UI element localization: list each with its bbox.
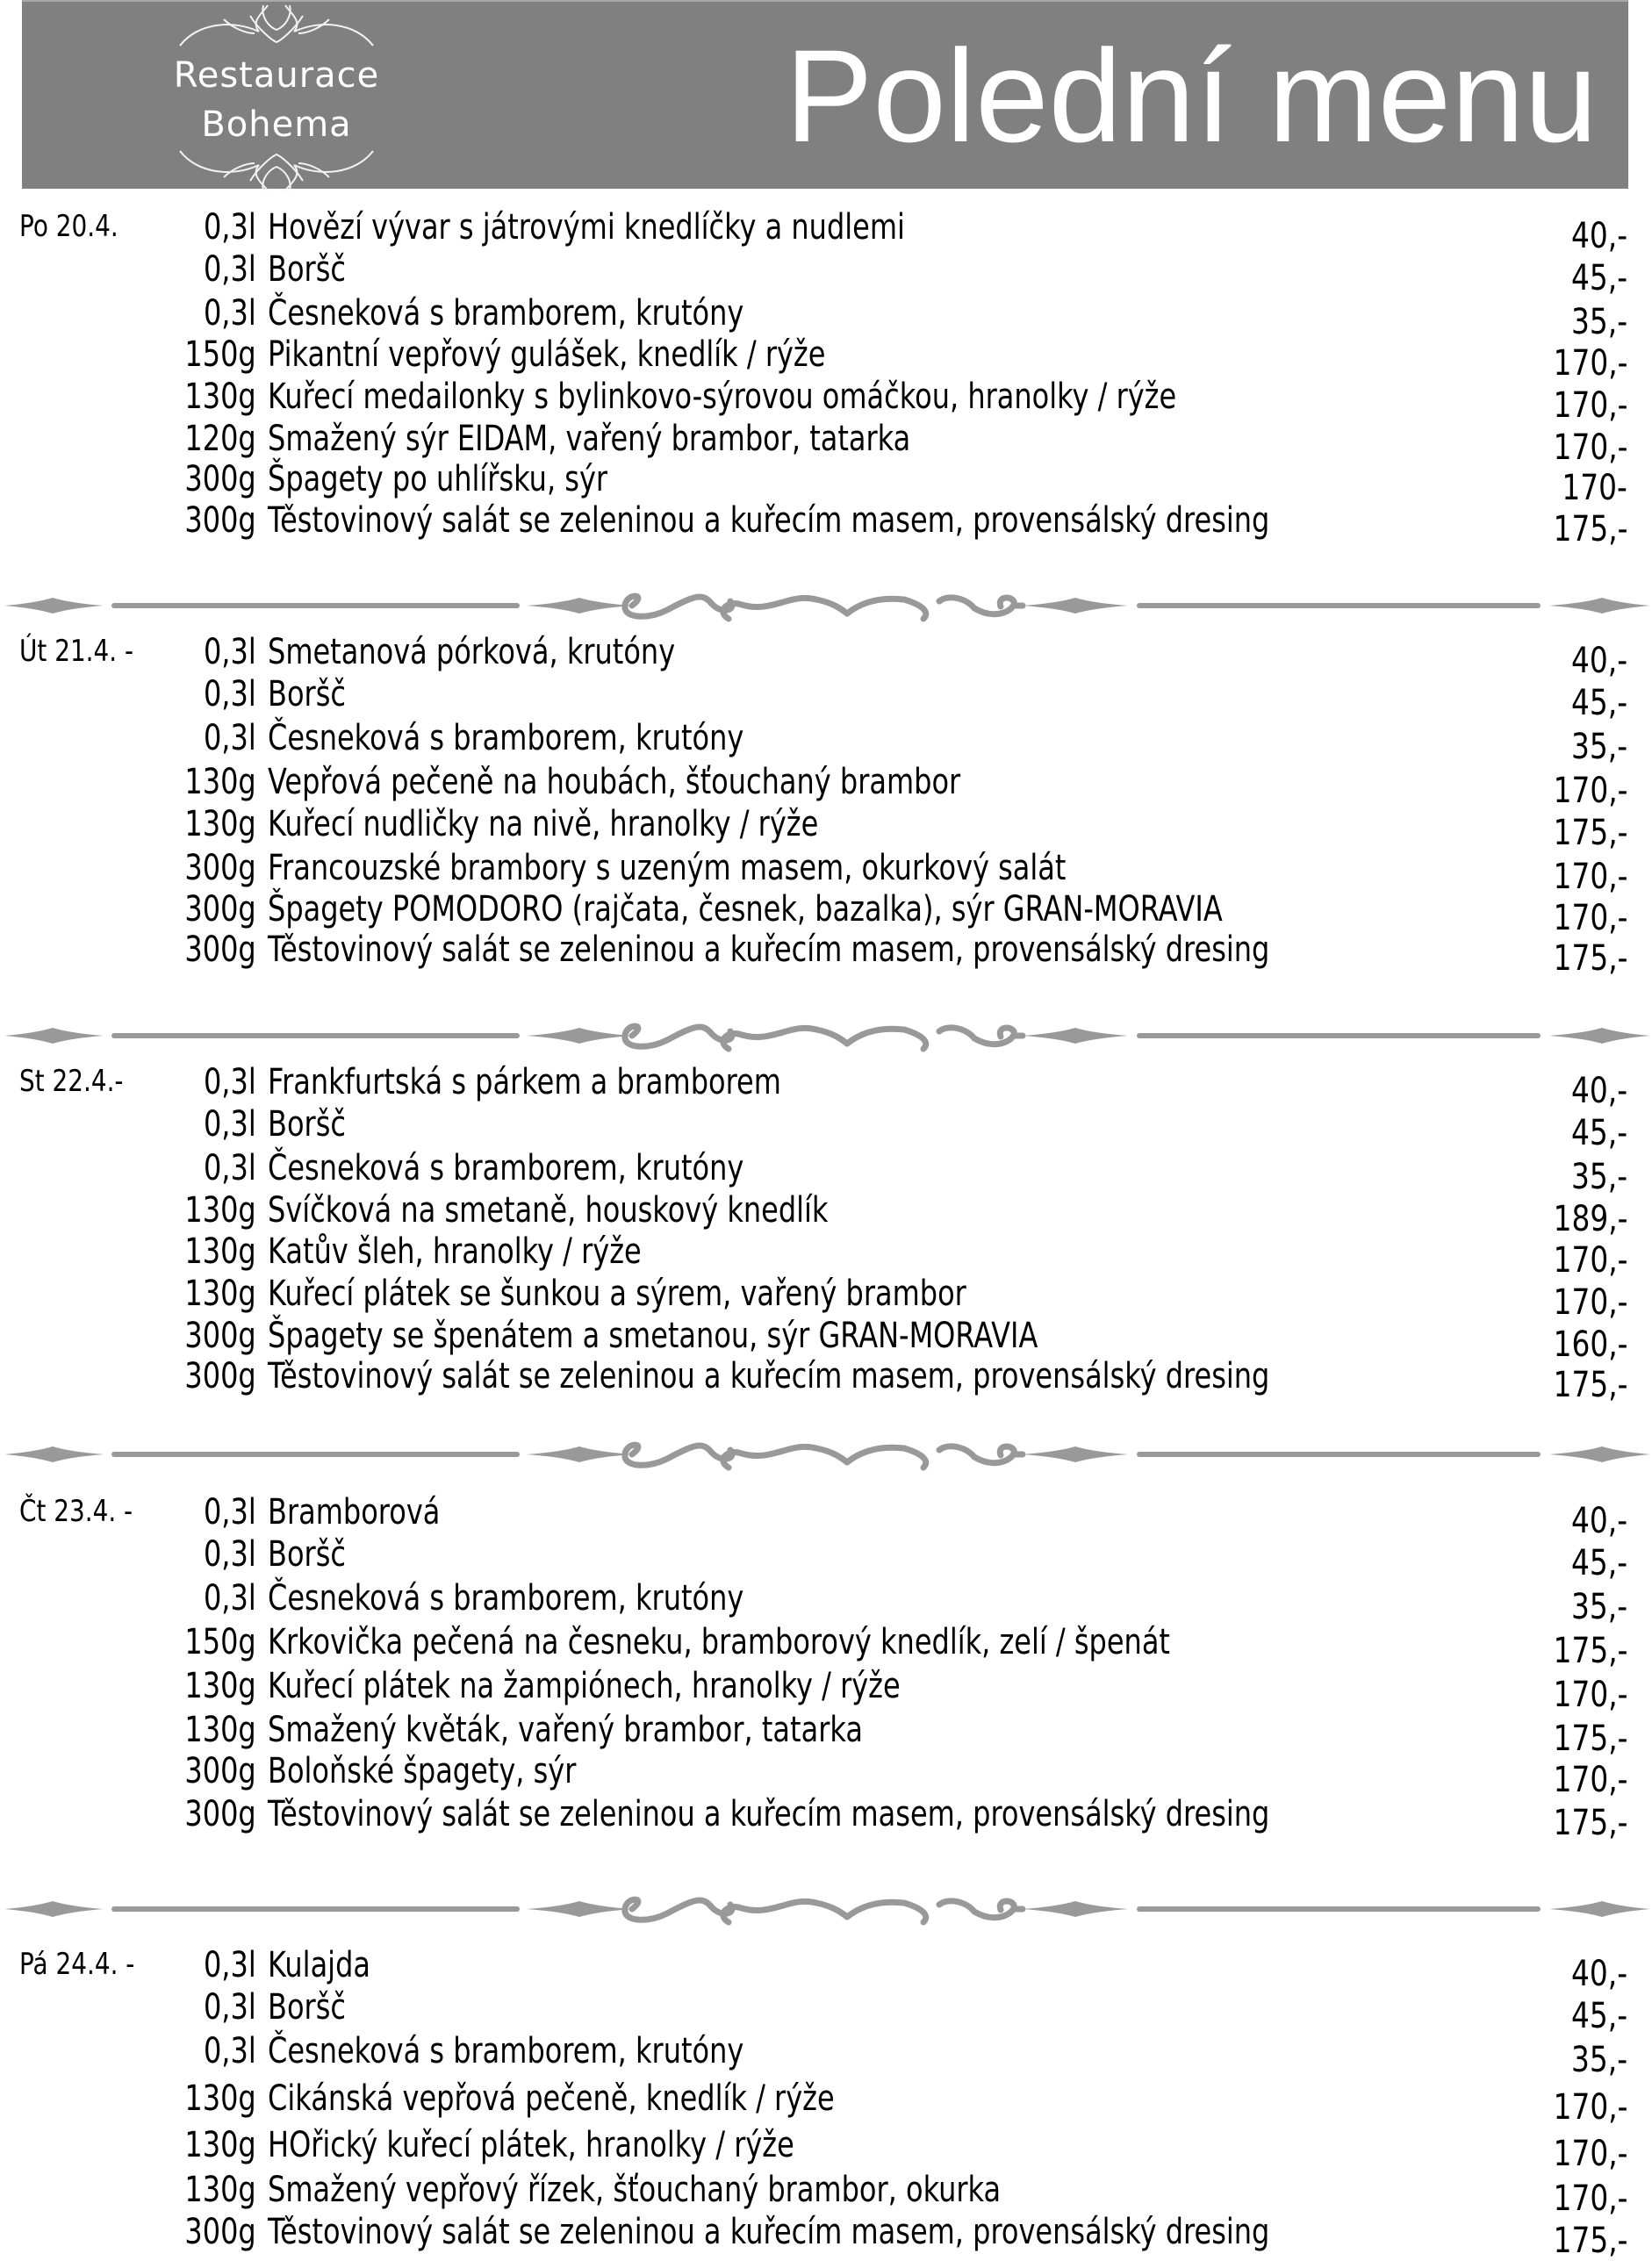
item-price: 175,- bbox=[1553, 1803, 1627, 1843]
item-quantity: 150g bbox=[184, 334, 256, 375]
item-name: Boršč bbox=[268, 1987, 346, 2028]
day-label: Pá 24.4. - bbox=[19, 1947, 135, 1982]
item-name: Svíčková na smetaně, houskový knedlík bbox=[268, 1190, 829, 1231]
item-quantity: 130g bbox=[184, 2170, 256, 2210]
item-price: 45,- bbox=[1571, 1543, 1627, 1583]
menu-item bbox=[0, 1987, 1652, 2036]
item-price: 170,- bbox=[1553, 427, 1627, 468]
item-price: 35,- bbox=[1571, 302, 1627, 342]
item-name: Krkovička pečená na česneku, bramborový knedlík, zelí / špenát bbox=[268, 1622, 1170, 1662]
item-name: Česneková s bramborem, krutóny bbox=[268, 293, 744, 334]
item-price: 35,- bbox=[1571, 2040, 1627, 2080]
item-name: Těstovinový salát se zeleninou a kuřecím masem, provensálský dresing bbox=[268, 2212, 1270, 2252]
item-name: Boršč bbox=[268, 1534, 346, 1575]
item-name: Těstovinový salát se zeleninou a kuřecím masem, provensálský dresing bbox=[268, 1356, 1270, 1396]
item-quantity: 150g bbox=[184, 1622, 256, 1662]
menu-item bbox=[0, 848, 1652, 897]
menu-item bbox=[0, 2212, 1652, 2261]
day-label: Út 21.4. - bbox=[19, 634, 134, 669]
ornamental-divider-icon bbox=[0, 1887, 1652, 1931]
item-quantity: 300g bbox=[184, 930, 256, 970]
item-quantity: 0,3l bbox=[204, 1104, 256, 1145]
item-quantity: 0,3l bbox=[204, 1987, 256, 2028]
item-quantity: 0,3l bbox=[204, 1492, 256, 1532]
menu-item bbox=[0, 207, 1652, 256]
item-price: 40,- bbox=[1571, 1071, 1627, 1111]
item-quantity: 130g bbox=[184, 1710, 256, 1750]
item-quantity: 300g bbox=[184, 2212, 256, 2252]
item-name: Těstovinový salát se zeleninou a kuřecím masem, provensálský dresing bbox=[268, 930, 1270, 970]
item-name: Bramborová bbox=[268, 1492, 441, 1532]
menu-item bbox=[0, 889, 1652, 938]
menu-item bbox=[0, 674, 1652, 723]
item-price: 170,- bbox=[1553, 1240, 1627, 1281]
ornamental-divider-icon bbox=[0, 1014, 1652, 1058]
menu-item bbox=[0, 1666, 1652, 1715]
item-price: 170,- bbox=[1553, 1675, 1627, 1715]
item-price: 175,- bbox=[1553, 509, 1627, 549]
restaurant-name-line1: Restaurace bbox=[173, 55, 380, 96]
item-name: Těstovinový salát se zeleninou a kuřecím masem, provensálský dresing bbox=[268, 500, 1270, 541]
item-name: Katův šleh, hranolky / rýže bbox=[268, 1231, 642, 1272]
item-price: 170- bbox=[1562, 468, 1627, 508]
item-quantity: 130g bbox=[184, 1274, 256, 1314]
menu-item bbox=[0, 419, 1652, 468]
item-name: Boršč bbox=[268, 249, 346, 290]
item-name: Smažený sýr EIDAM, vařený brambor, tatarka bbox=[268, 419, 911, 459]
item-price: 170,- bbox=[1553, 898, 1627, 938]
item-name: Francouzské brambory s uzeným masem, okurkový salát bbox=[268, 848, 1067, 888]
menu-item bbox=[0, 1062, 1652, 1111]
item-name: HOřický kuřecí plátek, hranolky / rýže bbox=[268, 2125, 794, 2165]
item-quantity: 0,3l bbox=[204, 293, 256, 334]
item-name: Česneková s bramborem, krutóny bbox=[268, 2031, 744, 2071]
item-quantity: 300g bbox=[184, 1751, 256, 1791]
menu-item bbox=[0, 459, 1652, 508]
menu-item bbox=[0, 1751, 1652, 1800]
item-price: 175,- bbox=[1553, 813, 1627, 853]
item-price: 35,- bbox=[1571, 1587, 1627, 1627]
item-price: 170,- bbox=[1553, 2178, 1627, 2219]
item-quantity: 120g bbox=[184, 419, 256, 459]
menu-item bbox=[0, 377, 1652, 426]
item-price: 45,- bbox=[1571, 258, 1627, 298]
item-name: Kuřecí medailonky s bylinkovo-sýrovou omáčkou, hranolky / rýže bbox=[268, 377, 1177, 417]
menu-item bbox=[0, 1148, 1652, 1197]
item-quantity: 0,3l bbox=[204, 249, 256, 290]
item-quantity: 130g bbox=[184, 1666, 256, 1706]
day-label: Čt 23.4. - bbox=[19, 1494, 133, 1529]
item-quantity: 130g bbox=[184, 2078, 256, 2119]
menu-item bbox=[0, 1492, 1652, 1541]
item-price: 189,- bbox=[1553, 1199, 1627, 1239]
menu-item bbox=[0, 334, 1652, 384]
menu-item bbox=[0, 1945, 1652, 1994]
item-price: 35,- bbox=[1571, 727, 1627, 767]
item-price: 175,- bbox=[1553, 938, 1627, 979]
item-quantity: 130g bbox=[184, 2125, 256, 2165]
item-quantity: 300g bbox=[184, 1794, 256, 1834]
menu-item bbox=[0, 2125, 1652, 2174]
item-quantity: 0,3l bbox=[204, 718, 256, 758]
item-quantity: 0,3l bbox=[204, 1062, 256, 1102]
item-quantity: 0,3l bbox=[204, 2031, 256, 2071]
item-name: Smažený vepřový řízek, šťouchaný brambor, okurka bbox=[268, 2170, 1002, 2210]
item-quantity: 130g bbox=[184, 1190, 256, 1231]
menu-item bbox=[0, 1104, 1652, 1153]
item-price: 170,- bbox=[1553, 771, 1627, 811]
menu-item bbox=[0, 1231, 1652, 1281]
item-name: Kuřecí plátek na žampiónech, hranolky / rýže bbox=[268, 1666, 901, 1706]
item-name: Cikánská vepřová pečeně, knedlík / rýže bbox=[268, 2078, 835, 2119]
ornamental-divider-icon bbox=[0, 1432, 1652, 1476]
item-price: 40,- bbox=[1571, 1501, 1627, 1541]
menu-item bbox=[0, 1710, 1652, 1759]
item-name: Špagety po uhlířsku, sýr bbox=[268, 459, 608, 499]
flourish-bottom-icon bbox=[162, 149, 391, 190]
menu-item bbox=[0, 500, 1652, 549]
item-price: 40,- bbox=[1571, 1954, 1627, 1994]
item-quantity: 300g bbox=[184, 889, 256, 930]
item-name: Kuřecí plátek se šunkou a sýrem, vařený brambor bbox=[268, 1274, 966, 1314]
item-quantity: 300g bbox=[184, 848, 256, 888]
menu-item bbox=[0, 762, 1652, 811]
menu-item bbox=[0, 1190, 1652, 1239]
menu-item bbox=[0, 1316, 1652, 1365]
item-price: 40,- bbox=[1571, 641, 1627, 681]
item-quantity: 130g bbox=[184, 804, 256, 844]
day-label: St 22.4.- bbox=[19, 1064, 124, 1099]
item-price: 170,- bbox=[1553, 385, 1627, 426]
item-price: 175,- bbox=[1553, 1631, 1627, 1671]
item-price: 170,- bbox=[1553, 2087, 1627, 2128]
menu-item bbox=[0, 2170, 1652, 2219]
menu-item bbox=[0, 930, 1652, 979]
item-price: 170,- bbox=[1553, 857, 1627, 897]
item-name: Česneková s bramborem, krutóny bbox=[268, 718, 744, 758]
item-price: 170,- bbox=[1553, 343, 1627, 384]
item-price: 45,- bbox=[1571, 1996, 1627, 2036]
item-name: Boršč bbox=[268, 674, 346, 714]
item-price: 175,- bbox=[1553, 1365, 1627, 1405]
menu-item bbox=[0, 293, 1652, 342]
day-label: Po 20.4. bbox=[19, 209, 119, 244]
item-quantity: 130g bbox=[184, 1231, 256, 1272]
menu-item bbox=[0, 2031, 1652, 2080]
item-price: 175,- bbox=[1553, 2221, 1627, 2261]
item-price: 170,- bbox=[1553, 1760, 1627, 1800]
item-name: Kulajda bbox=[268, 1945, 370, 1985]
item-name: Frankfurtská s párkem a bramborem bbox=[268, 1062, 781, 1102]
item-quantity: 0,3l bbox=[204, 674, 256, 714]
item-quantity: 0,3l bbox=[204, 1148, 256, 1188]
item-price: 35,- bbox=[1571, 1157, 1627, 1197]
item-price: 40,- bbox=[1571, 216, 1627, 256]
restaurant-logo bbox=[162, 2, 391, 190]
menu-item bbox=[0, 1534, 1652, 1583]
item-name: Smažený květák, vařený brambor, tatarka bbox=[268, 1710, 863, 1750]
menu-item bbox=[0, 632, 1652, 681]
menu-item bbox=[0, 718, 1652, 767]
menu-item bbox=[0, 1794, 1652, 1843]
restaurant-name-line2: Bohema bbox=[201, 104, 352, 145]
item-quantity: 300g bbox=[184, 1356, 256, 1396]
item-name: Těstovinový salát se zeleninou a kuřecím masem, provensálský dresing bbox=[268, 1794, 1270, 1834]
item-quantity: 0,3l bbox=[204, 1945, 256, 1985]
header-band bbox=[22, 0, 1628, 189]
item-name: Boloňské špagety, sýr bbox=[268, 1751, 577, 1791]
item-quantity: 0,3l bbox=[204, 207, 256, 248]
item-name: Boršč bbox=[268, 1104, 346, 1145]
item-price: 170,- bbox=[1553, 1282, 1627, 1323]
item-quantity: 300g bbox=[184, 459, 256, 499]
item-price: 175,- bbox=[1553, 1719, 1627, 1759]
item-price: 45,- bbox=[1571, 683, 1627, 723]
menu-item bbox=[0, 2078, 1652, 2128]
item-name: Vepřová pečeně na houbách, šťouchaný brambor bbox=[268, 762, 961, 802]
item-name: Česneková s bramborem, krutóny bbox=[268, 1148, 744, 1188]
item-price: 160,- bbox=[1553, 1324, 1627, 1365]
page-title: Polední menu bbox=[785, 22, 1598, 169]
item-name: Hovězí vývar s játrovými knedlíčky a nudlemi bbox=[268, 207, 905, 248]
menu-item bbox=[0, 1274, 1652, 1323]
item-name: Česneková s bramborem, krutóny bbox=[268, 1578, 744, 1619]
item-quantity: 300g bbox=[184, 1316, 256, 1356]
item-name: Pikantní vepřový gulášek, knedlík / rýže bbox=[268, 334, 826, 375]
menu-item bbox=[0, 1356, 1652, 1405]
item-quantity: 0,3l bbox=[204, 632, 256, 672]
item-price: 45,- bbox=[1571, 1113, 1627, 1153]
item-name: Špagety POMODORO (rajčata, česnek, bazalka), sýr GRAN-MORAVIA bbox=[268, 889, 1223, 930]
flourish-top-icon bbox=[162, 4, 391, 47]
item-name: Kuřecí nudličky na nivě, hranolky / rýže bbox=[268, 804, 819, 844]
menu-item bbox=[0, 804, 1652, 853]
menu-item bbox=[0, 249, 1652, 298]
menu-item bbox=[0, 1578, 1652, 1627]
item-name: Smetanová pórková, krutóny bbox=[268, 632, 676, 672]
ornamental-divider-icon bbox=[0, 584, 1652, 628]
item-price: 170,- bbox=[1553, 2134, 1627, 2174]
item-quantity: 300g bbox=[184, 500, 256, 541]
item-name: Špagety se špenátem a smetanou, sýr GRAN-MORAVIA bbox=[268, 1316, 1038, 1356]
menu-item bbox=[0, 1622, 1652, 1671]
item-quantity: 130g bbox=[184, 762, 256, 802]
item-quantity: 130g bbox=[184, 377, 256, 417]
item-quantity: 0,3l bbox=[204, 1578, 256, 1619]
item-quantity: 0,3l bbox=[204, 1534, 256, 1575]
